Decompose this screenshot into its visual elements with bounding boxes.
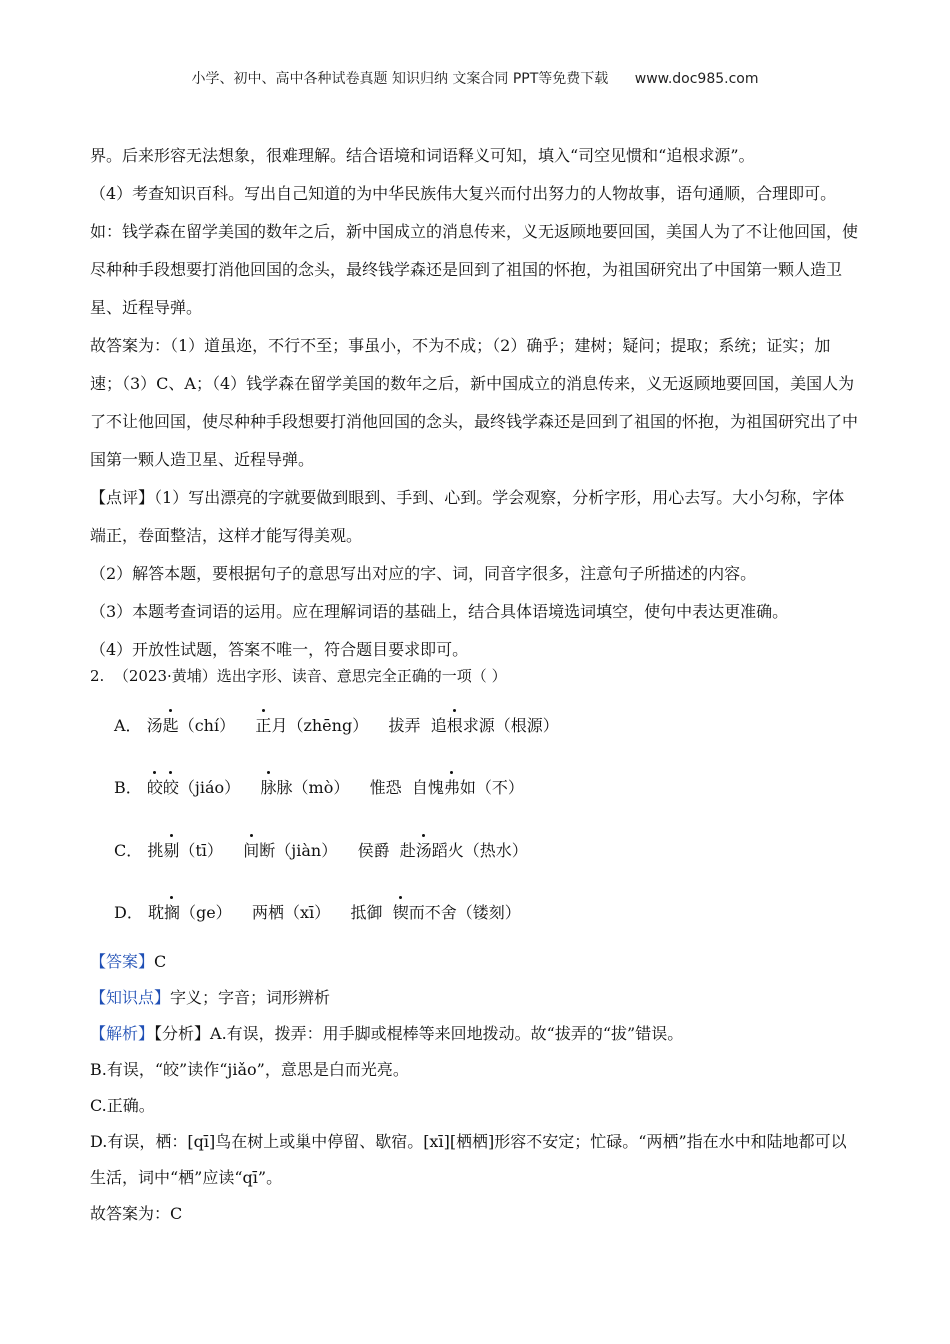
analysis-line-b: B.有误，“皎”读作“jiǎo”，意思是白而光亮。 bbox=[90, 1060, 409, 1079]
analysis-line-c: C.正确。 bbox=[90, 1096, 155, 1115]
option-d-word1-pinyin: （ge） bbox=[179, 903, 232, 922]
option-d-word2-rest: 栖（xī） bbox=[268, 903, 331, 922]
option-a-word1-dotted: 匙 bbox=[163, 714, 179, 738]
option-d-word2-char: 两 bbox=[252, 903, 269, 922]
knowledge-value: 字义；字音；词形辨析 bbox=[170, 988, 331, 1007]
analysis-text: 【分析】A.有误，拨弄：用手脚或棍棒等来回地拨动。故“拔弄的“拔”错误。 bbox=[154, 1024, 684, 1043]
option-c[interactable] bbox=[114, 839, 528, 863]
paragraph-3: 故答案为：（1）道虽迩，不行不至；事虽小，不为不成；（2）确乎；建树；疑问；提取；系统；证实；加速；（3）C、A；（4）钱学森在留学美国的数年之后，新中国成立的消息传来，义无返顾地要回国，美国人为了不让他回国，使尽种种手段想要打消他回国的念头，最终钱学森还是回到了祖国的怀抱，为祖国研究出了中国第一颗人造卫星、近程导弹。 bbox=[90, 336, 859, 469]
paragraph-7: （4）开放性试题，答案不唯一，符合题目要求即可。 bbox=[90, 640, 469, 659]
option-c-word4-rest: 蹈火（热水） bbox=[431, 841, 528, 860]
analysis-line bbox=[90, 1016, 860, 1052]
option-a-word4-char: 追 bbox=[430, 716, 447, 735]
answer-value: C bbox=[154, 952, 167, 971]
knowledge-tag: 【知识点】 bbox=[90, 988, 171, 1007]
option-b[interactable] bbox=[114, 776, 524, 800]
option-b-word3: 惟恐 bbox=[369, 778, 402, 797]
option-d[interactable] bbox=[114, 901, 521, 925]
answer-line bbox=[90, 944, 860, 980]
option-a-word3: 拔弄 bbox=[388, 716, 421, 735]
option-b-word1-pinyin: （jiáo） bbox=[178, 778, 241, 797]
option-d-word4-dotted: 锲 bbox=[393, 901, 409, 925]
question-text: （2023·黄埔）选出字形、读音、意思完全正确的一项（ ） bbox=[113, 667, 507, 685]
answer-tag: 【答案】 bbox=[90, 952, 155, 971]
explanation-body bbox=[90, 137, 860, 669]
paragraph-5: （2）解答本题，要根据句子的意思写出对应的字、词，同音字很多，注意句子所描述的内容。 bbox=[90, 564, 757, 583]
option-c-label: C． bbox=[114, 841, 143, 860]
option-d-label: D． bbox=[114, 903, 143, 922]
option-b-word4-head: 自愧 bbox=[411, 778, 444, 797]
option-a-word2-rest: 月（zhēng） bbox=[271, 716, 369, 735]
option-c-word1-pinyin: （tī） bbox=[179, 841, 223, 860]
answer-section bbox=[90, 944, 860, 1232]
option-d-word1-dotted: 搁 bbox=[164, 901, 180, 925]
analysis-tag: 【解析】 bbox=[90, 1024, 155, 1043]
comment-tag: 【点评】 bbox=[90, 488, 155, 507]
option-d-word3: 抵御 bbox=[350, 903, 383, 922]
option-c-word2-dotted: 间 bbox=[243, 839, 259, 863]
option-d-word4-rest: 而不舍（镂刻） bbox=[408, 903, 521, 922]
option-a-word2-dotted: 正 bbox=[255, 714, 271, 738]
option-b-word2-rest: 脉（mò） bbox=[276, 778, 350, 797]
final-answer: 故答案为：C bbox=[90, 1204, 183, 1223]
option-a-word1-char: 汤 bbox=[146, 716, 163, 735]
option-b-word1-dotted2: 皎 bbox=[163, 776, 179, 800]
option-a-word1-pinyin: （chí） bbox=[178, 716, 236, 735]
option-b-word4-rest: 如（不） bbox=[459, 778, 524, 797]
paragraph-1: 界。后来形容无法想象，很难理解。结合语境和词语释义可知，填入“司空见惯和“追根求源”。 bbox=[90, 146, 755, 165]
option-b-word4-dotted: 弗 bbox=[444, 776, 460, 800]
analysis-line-d: D.有误，栖：[qī]鸟在树上或巢中停留、歇宿。[xī][栖栖]形容不安定；忙碌。“两栖”指在水中和陆地都可以生活，词中“栖”应读“qī”。 bbox=[90, 1132, 847, 1187]
comment-paragraph bbox=[90, 479, 860, 555]
header-left-text: 小学、初中、高中各种试卷真题 知识归纳 文案合同 PPT等免费下载 bbox=[191, 71, 609, 87]
paragraph-6: （3）本题考查词语的运用。应在理解词语的基础上，结合具体语境选词填空，使句中表达更准确。 bbox=[90, 602, 789, 621]
header-site-link[interactable]: www.doc985.com bbox=[634, 71, 759, 87]
paragraph-2: （4）考查知识百科。写出自己知道的为中华民族伟大复兴而付出努力的人物故事，语句通顺，合理即可。如：钱学森在留学美国的数年之后，新中国成立的消息传来，义无返顾地要回国，美国人为了不让他回国，使尽种种手段想要打消他回国的念头，最终钱学森还是回到了祖国的怀抱，为祖国研究出了中国第一颗人造卫星、近程导弹。 bbox=[90, 184, 859, 317]
question-number: 2. bbox=[90, 667, 105, 685]
option-c-word1-char: 挑 bbox=[147, 841, 164, 860]
option-a-word4-dotted: 根 bbox=[447, 714, 463, 738]
option-c-word4-char: 赴 bbox=[399, 841, 416, 860]
option-c-word4-dotted: 汤 bbox=[416, 839, 432, 863]
comment-text: （1）写出漂亮的字就要做到眼到、手到、心到。学会观察，分析字形，用心去写。大小匀称，字体端正，卷面整洁，这样才能写得美观。 bbox=[90, 488, 845, 545]
option-a-label: A． bbox=[114, 716, 142, 735]
option-c-word1-dotted: 剔 bbox=[163, 839, 179, 863]
option-a-word4-rest: 求源（根源） bbox=[462, 716, 559, 735]
page-header bbox=[0, 68, 950, 88]
option-d-word1-char: 耽 bbox=[147, 903, 164, 922]
option-b-word1-dotted1: 皎 bbox=[147, 776, 163, 800]
option-b-label: B． bbox=[114, 778, 142, 797]
option-a[interactable] bbox=[114, 714, 559, 738]
option-c-word2-rest: 断（jiàn） bbox=[259, 841, 338, 860]
option-c-word3: 侯爵 bbox=[357, 841, 390, 860]
knowledge-line bbox=[90, 980, 860, 1016]
question-2-stem bbox=[90, 664, 507, 688]
option-b-word2-dotted: 脉 bbox=[261, 776, 277, 800]
